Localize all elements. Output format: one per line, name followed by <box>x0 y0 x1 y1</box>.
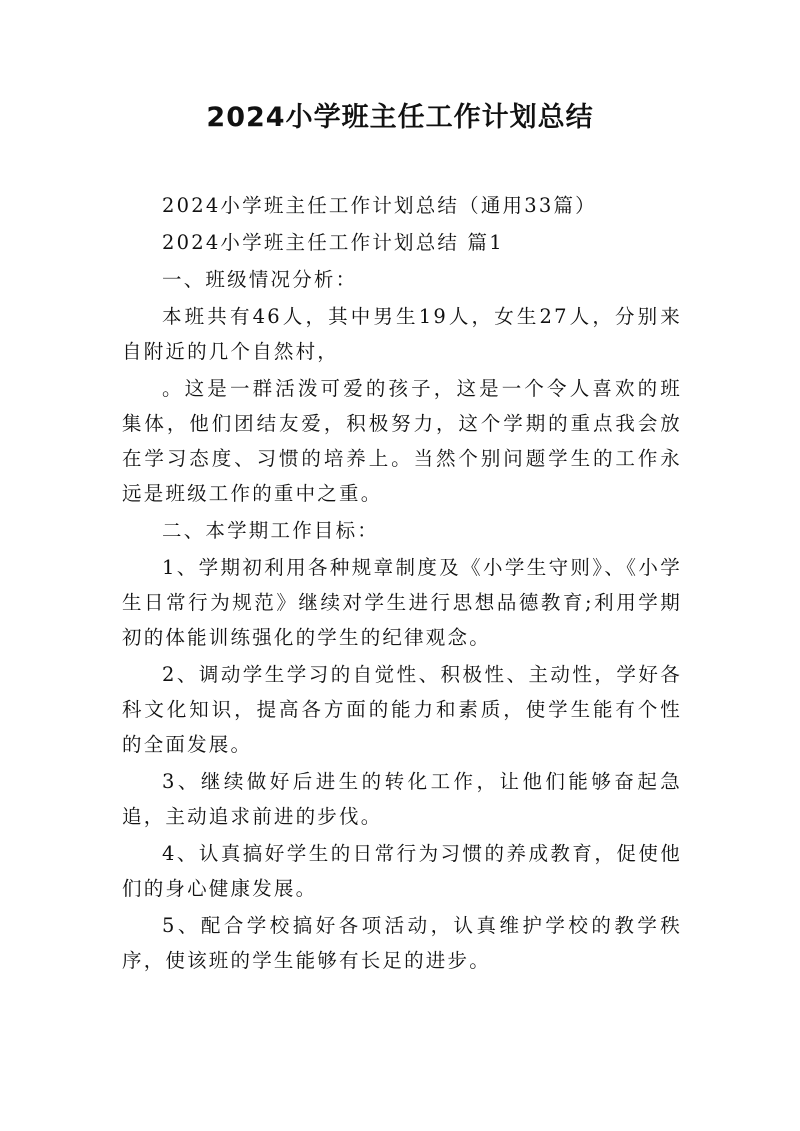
document-body <box>122 188 682 978</box>
paragraph-heading-goals: 二、本学期工作目标： <box>162 519 380 542</box>
paragraph-class-composition: 本班共有46人，其中男生19人，女生27人，分别来自附近的几个自然村， <box>122 305 682 363</box>
paragraph-goal-5: 5、配合学校搞好各项活动，认真维护学校的教学秩序，使该班的学生能够有长足的进步。 <box>122 914 682 972</box>
paragraph-goal-2: 2、调动学生学习的自觉性、积极性、主动性，学好各科文化知识，提高各方面的能力和素质，使学生能有个性的全面发展。 <box>122 663 682 756</box>
paragraph-goal-4: 4、认真搞好学生的日常行为习惯的养成教育，促使他们的身心健康发展。 <box>122 842 682 900</box>
paragraph-class-description: 。这是一群活泼可爱的孩子，这是一个令人喜欢的班集体，他们团结友爱，积极努力，这个学期的重点我会放在学习态度、习惯的培养上。当然个别问题学生的工作永远是班级工作的重中之重。 <box>122 377 682 505</box>
paragraph-section-heading: 2024小学班主任工作计划总结 篇1 <box>162 231 504 254</box>
paragraph-goal-1: 1、学期初利用各种规章制度及《小学生守则》、《小学生日常行为规范》继续对学生进行思想品德教育;利用学期初的体能训练强化的学生的纪律观念。 <box>122 556 682 649</box>
paragraph-heading-class-analysis: 一、班级情况分析： <box>162 268 358 291</box>
paragraph-goal-3: 3、继续做好后进生的转化工作，让他们能够奋起急追，主动追求前进的步伐。 <box>122 770 682 828</box>
document-title: 2024小学班主任工作计划总结 <box>206 102 594 133</box>
paragraph-subtitle: 2024小学班主任工作计划总结（通用33篇） <box>162 194 597 217</box>
